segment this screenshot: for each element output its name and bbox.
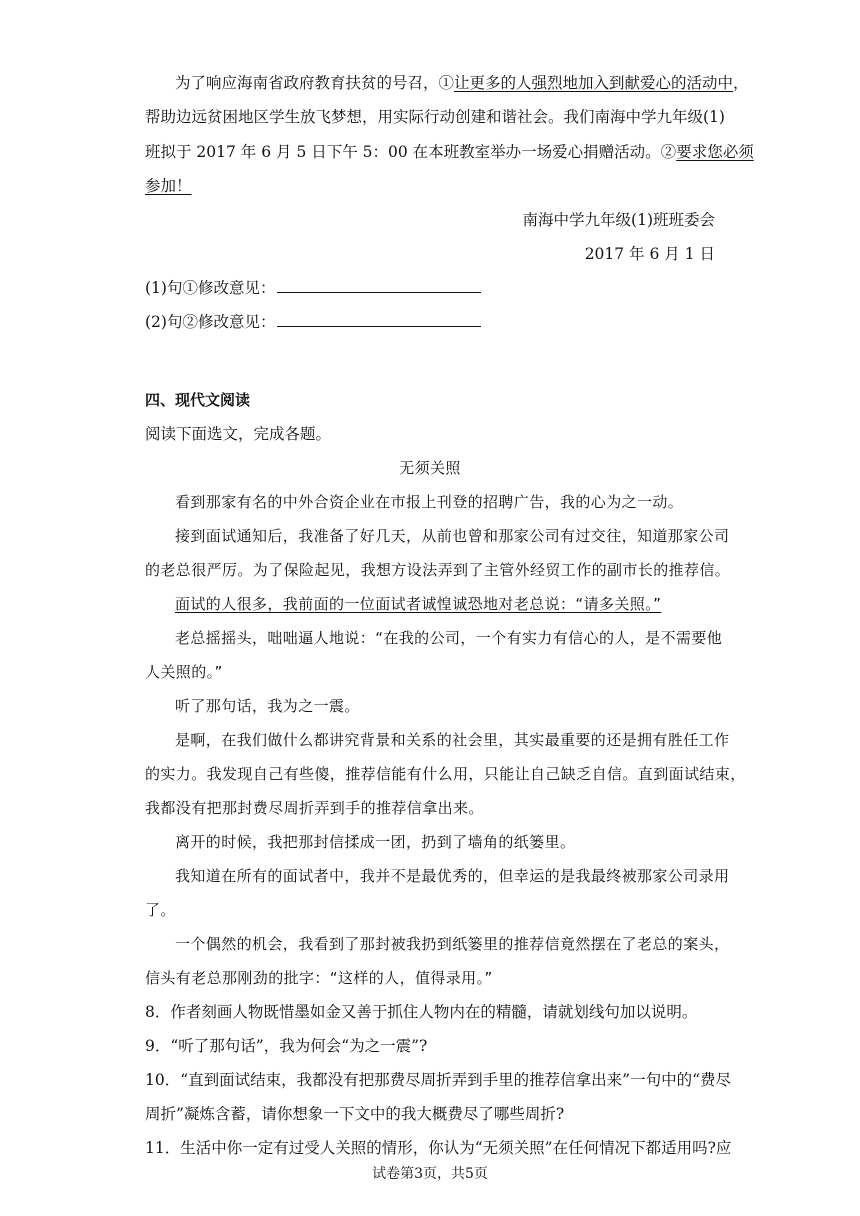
question-11: 11．生活中你一定有过受人关照的情形，你认为“无须关照”在任何情况下都适用吗?应 — [145, 1139, 732, 1157]
notice-text: 班拟于 2017 年 6 月 5 日下午 5：00 在本班教室举办一场爱心捐赠活动。② — [145, 143, 677, 161]
story-title: 无须关照 — [399, 459, 461, 477]
question-10-line-2: 周折”凝炼含蓄，请你想象一下文中的我大概费尽了哪些周折? — [145, 1105, 565, 1123]
story-line: 接到面试通知后，我准备了好几天，从前也曾和那家公司有过交往，知道那家公司 — [175, 527, 730, 545]
story-line: 看到那家有名的中外合资企业在市报上刊登的招聘广告，我的心为之一动。 — [175, 493, 684, 511]
story-line: 人关照的。” — [145, 663, 223, 681]
story-line: 一个偶然的机会，我看到了那封被我扔到纸篓里的推荐信竟然摆在了老总的案头， — [175, 935, 730, 953]
notice-line-4 — [145, 176, 192, 196]
story-line: 信头有老总那刚劲的批字：“这样的人，值得录用。” — [145, 969, 493, 987]
page-footer: 试卷第3页，共5页 — [372, 1166, 488, 1182]
story-underlined-line: 面试的人很多，我前面的一位面试者诚惶诚恐地对老总说：“请多关照。” — [175, 595, 662, 613]
notice-text: 为了响应海南省政府教育扶贫的号召，① — [175, 74, 455, 92]
story-line: 我知道在所有的面试者中，我并不是最优秀的，但幸运的是我最终被那家公司录用 — [175, 867, 730, 885]
notice-line-3 — [145, 142, 754, 162]
question-2-label: (2)句②修改意见： — [145, 313, 276, 331]
underlined-sentence-2-cont: 参加！ — [145, 177, 192, 195]
notice-text: ， — [733, 74, 749, 92]
answer-blank-1[interactable] — [277, 278, 481, 293]
underlined-sentence-1: 让更多的人强烈地加入到献爱心的活动中 — [454, 74, 734, 92]
answer-blank-2[interactable] — [277, 312, 481, 327]
story-line: 的实力。我发现自己有些傻，推荐信能有什么用，只能让自己缺乏自信。直到面试结束， — [145, 765, 746, 783]
notice-line-1 — [175, 73, 749, 93]
section-heading: 四、现代文阅读 — [145, 391, 251, 409]
story-line: 的老总很严厉。为了保险起见，我想方设法弄到了主管外经贸工作的副市长的推荐信。 — [145, 561, 731, 579]
story-line: 是啊，在我们做什么都讲究背景和关系的社会里，其实最重要的还是拥有胜任工作 — [175, 731, 730, 749]
question-1-label: (1)句①修改意见： — [145, 279, 276, 297]
notice-date: 2017 年 6 月 1 日 — [584, 245, 715, 263]
underlined-sentence-2: 要求您必须 — [676, 143, 754, 161]
question-1-row — [145, 278, 481, 298]
story-line: 我都没有把那封费尽周折弄到手的推荐信拿出来。 — [145, 799, 484, 817]
story-line: 听了那句话，我为之一震。 — [175, 697, 360, 715]
notice-line-2: 帮助边远贫困地区学生放飞梦想，用实际行动创建和谐社会。我们南海中学九年级(1) — [145, 108, 725, 126]
question-2-row — [145, 312, 481, 332]
question-10-line-1: 10．“直到面试结束，我都没有把那费尽周折弄到手里的推荐信拿出来”一句中的“费尽 — [145, 1071, 731, 1089]
story-line: 了。 — [145, 901, 176, 919]
notice-signer: 南海中学九年级(1)班班委会 — [522, 211, 715, 229]
section-instruction: 阅读下面选文，完成各题。 — [145, 425, 332, 443]
question-9: 9．“听了那句话”，我为何会“为之一震”? — [145, 1037, 428, 1055]
story-line: 离开的时候，我把那封信揉成一团，扔到了墙角的纸篓里。 — [175, 833, 576, 851]
story-line: 老总摇摇头，咄咄逼人地说：“在我的公司，一个有实力有信心的人，是不需要他 — [175, 629, 723, 647]
question-8: 8．作者刻画人物既惜墨如金又善于抓住人物内在的精髓，请就划线句加以说明。 — [145, 1003, 698, 1021]
